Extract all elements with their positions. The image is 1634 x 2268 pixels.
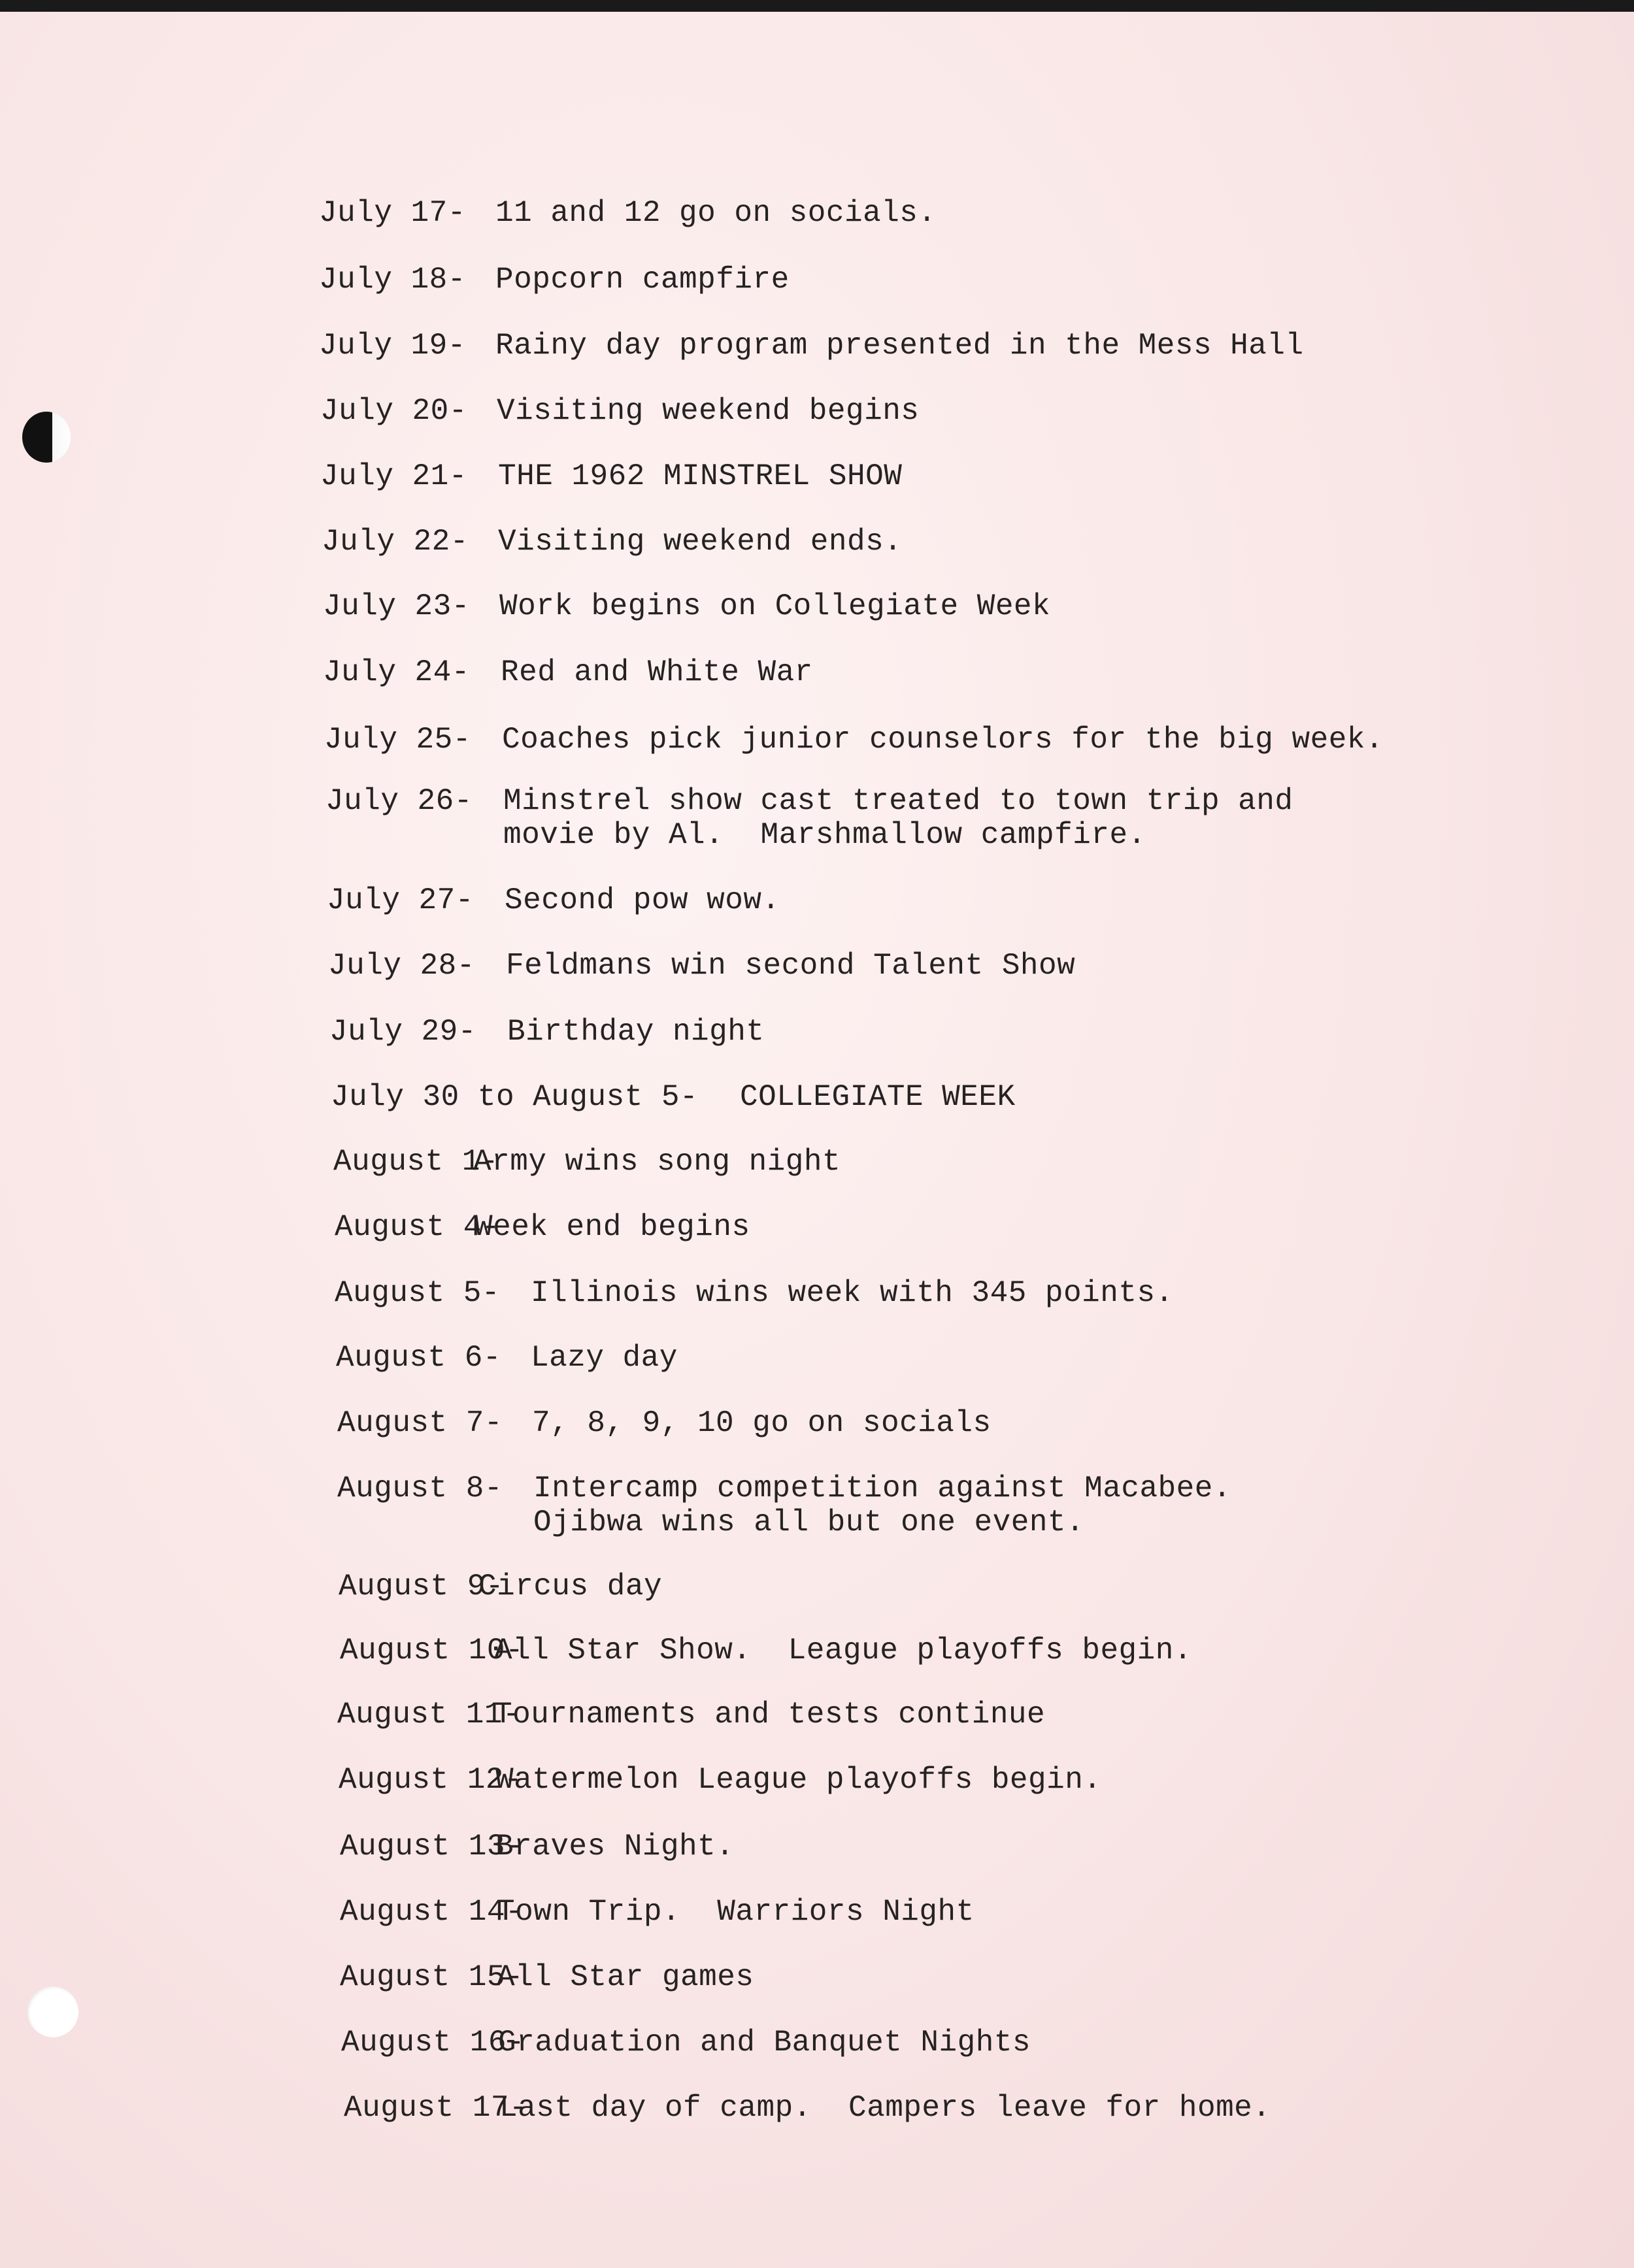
entry-date: July 22- (322, 525, 469, 559)
schedule-entry (340, 1960, 524, 1994)
entry-description (499, 2091, 1271, 2125)
entry-date: August 15- (340, 1960, 524, 1994)
entry-text: Graduation and Banquet Nights (498, 2026, 1031, 2060)
entry-date: August 13- (340, 1830, 524, 1864)
entry-description (495, 263, 790, 297)
entry-description (506, 949, 1075, 983)
entry-date: July 17- (319, 196, 466, 230)
entry-date: August 1- (333, 1145, 499, 1179)
schedule-entry (339, 1763, 522, 1797)
schedule-entry (329, 1015, 476, 1049)
entry-date: August 4- (335, 1210, 500, 1244)
schedule-entry (325, 784, 473, 818)
entry-date: July 27- (327, 883, 474, 917)
entry-text: Army wins song night (473, 1145, 841, 1179)
entry-description (497, 1895, 975, 1929)
schedule-entry (320, 459, 467, 493)
entry-description (531, 1276, 1174, 1310)
entry-description (740, 1080, 1016, 1114)
entry-text: Lazy day (531, 1341, 678, 1375)
entry-text: Minstrel show cast treated to town trip and (503, 784, 1293, 818)
entry-text: Week end begins (475, 1210, 750, 1244)
schedule-entry (319, 263, 466, 297)
schedule-entry (337, 1471, 503, 1505)
entry-description (495, 1830, 734, 1864)
entry-text: Town Trip. Warriors Night (497, 1895, 975, 1929)
entry-date: August 9- (339, 1570, 504, 1603)
entry-text-continuation: Ojibwa wins all but one event. (533, 1505, 1085, 1539)
entry-date: July 23- (323, 589, 470, 623)
entry-text: All Star games (497, 1960, 754, 1994)
schedule-entry (322, 525, 469, 559)
entry-text: Rainy day program presented in the Mess Hall (495, 329, 1304, 363)
entry-description (494, 1698, 1045, 1732)
schedule-entry (327, 883, 474, 917)
schedule-entry (340, 1895, 524, 1929)
entry-date: July 29- (329, 1015, 476, 1049)
entry-text: COLLEGIATE WEEK (740, 1080, 1016, 1114)
entry-text: Red and White War (501, 655, 813, 689)
entry-date: July 19- (319, 329, 466, 363)
entry-date: August 7- (337, 1406, 503, 1440)
entry-date: August 16- (341, 2026, 525, 2060)
schedule-entry (328, 949, 475, 983)
entry-text: Tournaments and tests continue (494, 1698, 1046, 1732)
entry-description (495, 196, 937, 230)
entry-description (498, 525, 902, 559)
entry-text: Illinois wins week with 345 points. (531, 1276, 1174, 1310)
entry-description (497, 394, 919, 428)
entry-text: Visiting weekend begins (497, 394, 920, 428)
entry-text: All Star Show. League playoffs begin. (494, 1634, 1192, 1668)
entry-description (499, 589, 1050, 623)
entry-description (473, 1145, 841, 1179)
entry-date: July 30 to August 5- (331, 1080, 699, 1114)
entry-text: Circus day (478, 1570, 663, 1603)
schedule-entry (323, 655, 470, 689)
entry-description (507, 1015, 764, 1049)
entry-date: July 28- (328, 949, 475, 983)
entry-text: Birthday night (507, 1015, 765, 1049)
entry-text: Feldmans win second Talent Show (506, 949, 1076, 983)
entry-description (498, 2026, 1031, 2060)
entry-text: Popcorn campfire (495, 263, 790, 297)
entry-text: THE 1962 MINSTREL SHOW (498, 459, 903, 493)
schedule-entry (323, 589, 470, 623)
entry-description (497, 1960, 754, 1994)
entry-description (502, 723, 1384, 757)
entry-description (495, 329, 1304, 363)
entry-date: August 6- (336, 1341, 501, 1375)
entry-text: Coaches pick junior counselors for the big week. (502, 723, 1384, 757)
entry-text: Intercamp competition against Macabee. (533, 1471, 1231, 1505)
schedule-entry (331, 1080, 698, 1114)
entry-description (494, 1634, 1192, 1668)
entry-date: July 24- (323, 655, 470, 689)
entry-description (533, 1471, 1231, 1539)
entry-text: Watermelon League playoffs begin. (495, 1763, 1102, 1797)
entry-date: August 10- (340, 1634, 524, 1668)
entry-date: July 26- (325, 784, 473, 818)
entry-description (498, 459, 902, 493)
entry-description (478, 1570, 662, 1603)
schedule-entry (324, 723, 471, 757)
entry-date: August 5- (335, 1276, 500, 1310)
entry-date: July 18- (319, 263, 466, 297)
entry-text: 11 and 12 go on socials. (495, 196, 937, 230)
entry-text: 7, 8, 9, 10 go on socials (532, 1406, 992, 1440)
entry-date: July 25- (324, 723, 471, 757)
entry-date: August 8- (337, 1471, 503, 1505)
schedule-entry (320, 394, 467, 428)
entry-description (495, 1763, 1101, 1797)
entry-description (532, 1406, 992, 1440)
entry-description (505, 883, 780, 917)
entry-text-continuation: movie by Al. Marshmallow campfire. (503, 818, 1146, 852)
schedule-entry (341, 2026, 525, 2060)
schedule-entry (335, 1276, 500, 1310)
entry-description (531, 1341, 678, 1375)
entry-date: August 17- (344, 2091, 528, 2125)
entry-date: July 21- (320, 459, 467, 493)
entry-date: July 20- (320, 394, 467, 428)
entry-date: August 12- (339, 1763, 523, 1797)
schedule-entry (336, 1341, 501, 1375)
schedule-entry (319, 329, 466, 363)
schedule-entry (337, 1698, 521, 1732)
entry-text: Second pow wow. (505, 883, 780, 917)
entry-description (503, 784, 1293, 852)
entry-text: Work begins on Collegiate Week (499, 589, 1051, 623)
entry-text: Braves Night. (495, 1830, 735, 1864)
entry-date: August 11- (337, 1698, 522, 1732)
schedule-entry (337, 1406, 503, 1440)
entry-description (501, 655, 813, 689)
entry-text: Visiting weekend ends. (498, 525, 903, 559)
schedule-entry (319, 196, 466, 230)
entry-text: Last day of camp. Campers leave for home. (499, 2091, 1271, 2125)
entry-date: August 14- (340, 1895, 524, 1929)
entry-description (475, 1210, 750, 1244)
